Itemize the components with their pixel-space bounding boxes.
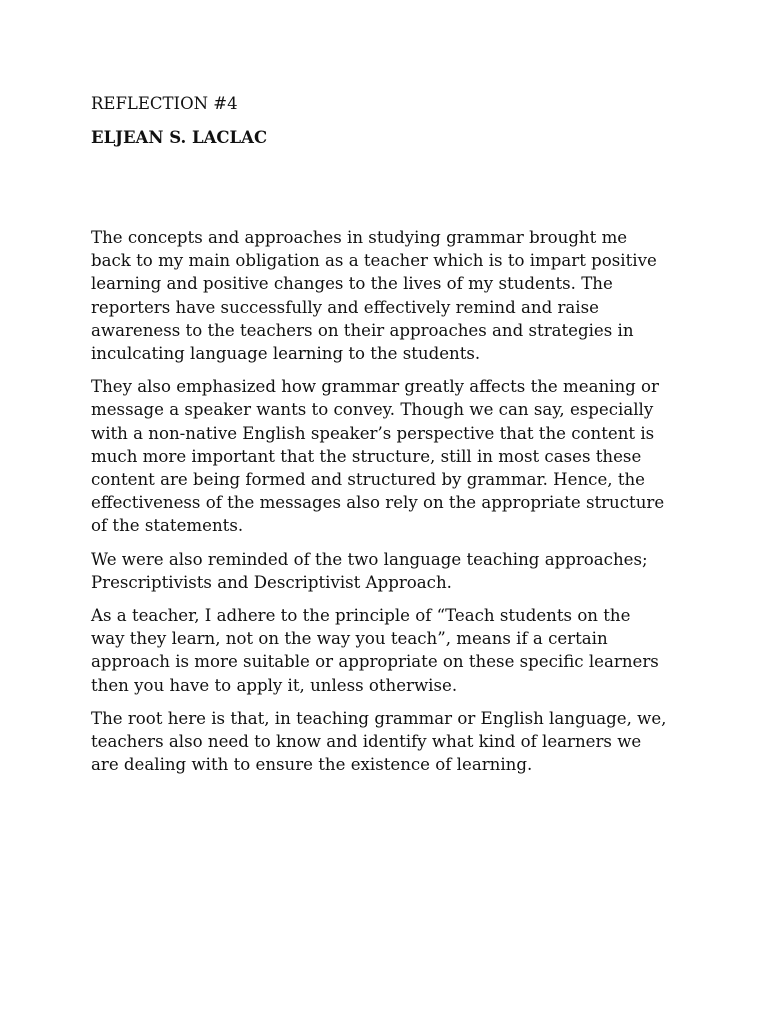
text-line: with a non-native English speaker’s perspective that the content is [91,423,655,443]
text-line: much more important that the structure, still in most cases these [91,446,642,466]
text-line: of the statements. [91,516,244,536]
text-line: Prescriptivists and Descriptivist Approach. [91,572,452,592]
text-line: back to my main obligation as a teacher which is to impart positive [91,251,657,271]
paragraph-1 [91,226,691,365]
paragraph-2 [91,375,691,537]
text-line: awareness to the teachers on their approaches and strategies in [91,320,634,340]
document-heading: REFLECTION #4 [91,94,238,113]
text-line: The root here is that, in teaching grammar or English language, we, [91,708,667,728]
text-line: reporters have successfully and effectively remind and raise [91,297,599,317]
text-line: approach is more suitable or appropriate on these specific learners [91,652,659,672]
text-line: The concepts and approaches in studying grammar brought me [91,228,628,247]
document-body [91,226,691,786]
text-line: effectiveness of the messages also rely on the appropriate structure [91,493,665,513]
text-line: way they learn, not on the way you teach”, means if a certain [91,629,608,649]
paragraph-4 [91,604,691,697]
paragraph-5 [91,707,691,777]
text-line: teachers also need to know and identify what kind of learners we [91,732,642,752]
text-line: As a teacher, I adhere to the principle of “Teach students on the [91,606,631,626]
paragraph-3 [91,548,691,594]
text-line: are dealing with to ensure the existence of learning. [91,755,533,775]
text-line: inculcating language learning to the students. [91,344,481,364]
text-line: message a speaker wants to convey. Though we can say, especially [91,400,654,420]
text-line: content are being formed and structured by grammar. Hence, the [91,470,645,490]
text-line: learning and positive changes to the lives of my students. The [91,274,613,294]
text-line: then you have to apply it, unless otherwise. [91,675,458,695]
text-line: We were also reminded of the two language teaching approaches; [91,549,648,569]
text-line: They also emphasized how grammar greatly affects the meaning or [91,377,659,397]
author-name: ELJEAN S. LACLAC [91,128,268,147]
